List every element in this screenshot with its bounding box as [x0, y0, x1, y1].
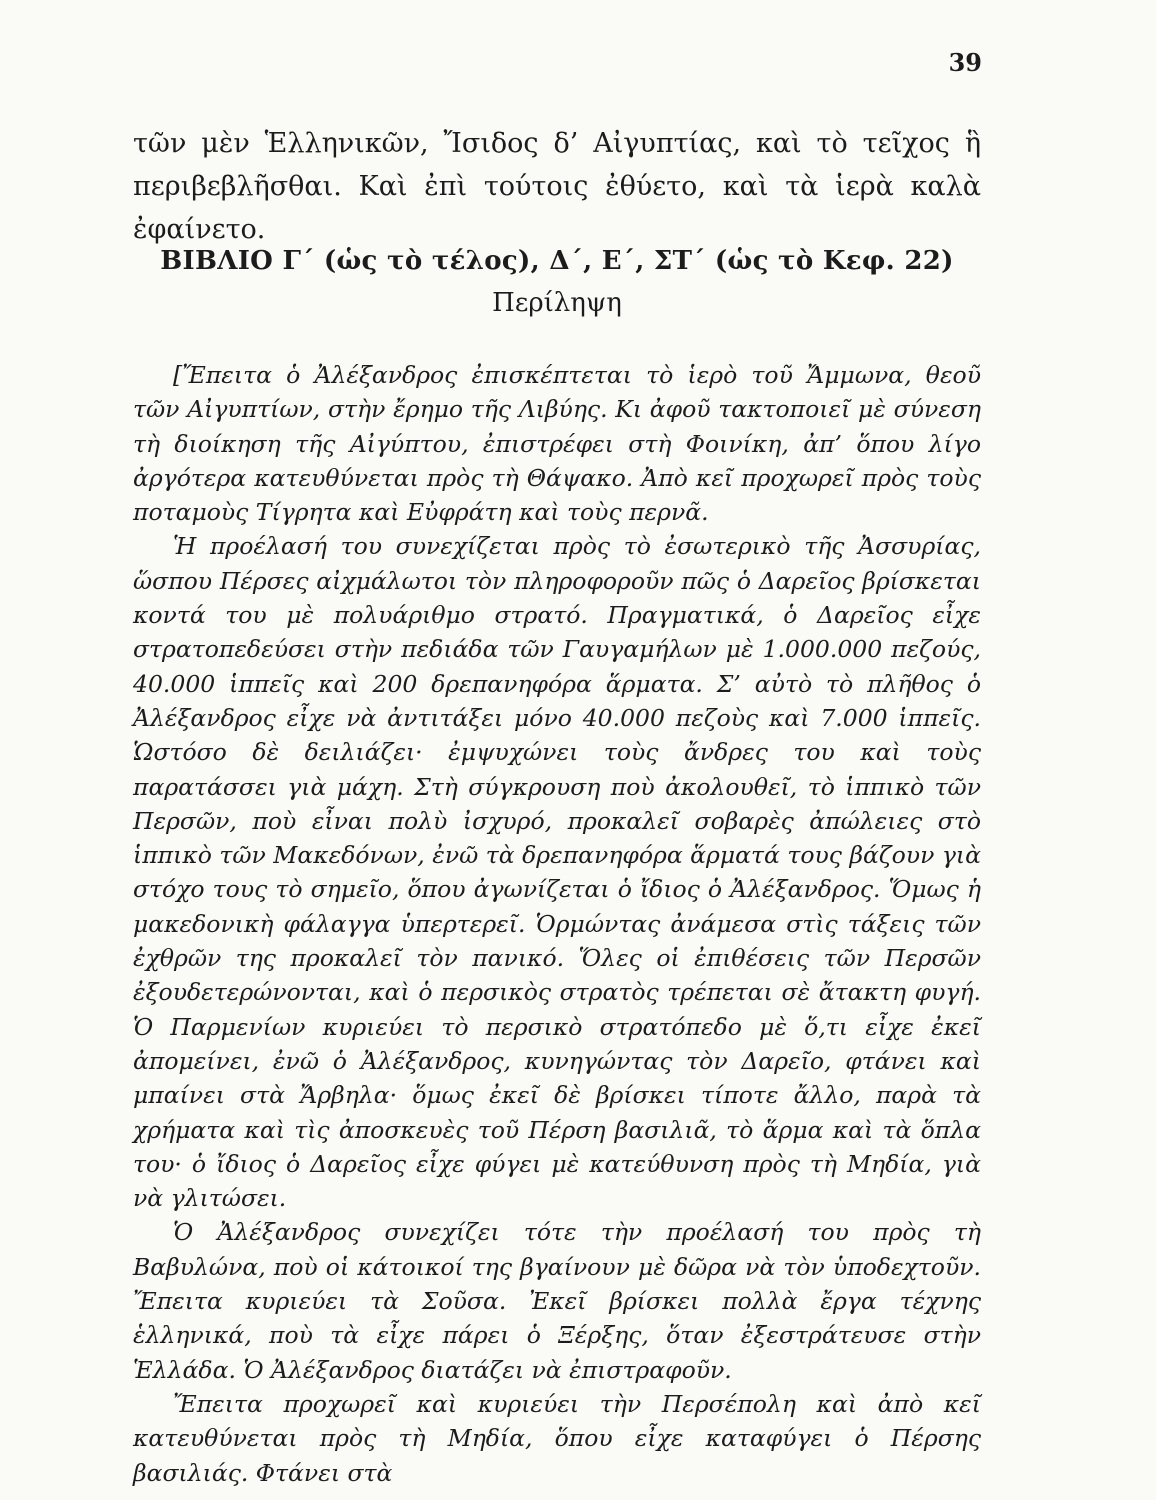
- summary-text: [133, 358, 981, 1490]
- summary-paragraph: Ἡ προέλασή του συνεχίζεται πρὸς τὸ ἐσωτερικὸ τῆς Ἀσσυρίας, ὥσπου Πέρσες αἰχμάλωτοι τὸν πληροφοροῦν πῶς ὁ Δαρεῖος βρίσκεται κοντά του μὲ πολυάριθμο στρατό. Πραγματικά, ὁ Δαρεῖος εἶχε στρατοπεδεύσει στὴν πεδιάδα τῶν Γαυγαμήλων μὲ 1.000.000 πεζούς, 40.000 ἱππεῖς καὶ 200 δρεπανηφόρα ἅρματα. Σ’ αὐτὸ τὸ πλῆθος ὁ Ἀλέξανδρος εἶχε νὰ ἀντιτάξει μόνο 40.000 πεζοὺς καὶ 7.000 ἱππεῖς. Ὡστόσο δὲ δειλιάζει· ἐμψυχώνει τοὺς ἄνδρες του καὶ τοὺς παρατάσσει γιὰ μάχη. Στὴ σύγκρουση ποὺ ἀκολουθεῖ, τὸ ἱππικὸ τῶν Περσῶν, ποὺ εἶναι πολὺ ἰσχυρό, προκαλεῖ σοβαρὲς ἀπώλειες στὸ ἱππικὸ τῶν Μακεδόνων, ἐνῶ τὰ δρεπανηφόρα ἅρματά τους βάζουν γιὰ στόχο τους τὸ σημεῖο, ὅπου ἀγωνίζεται ὁ ἴδιος ὁ Ἀλέξανδρος. Ὅμως ἡ μακεδονικὴ φάλαγγα ὑπερτερεῖ. Ὁρμώντας ἀνάμεσα στὶς τάξεις τῶν ἐχθρῶν της προκαλεῖ τὸν πανικό. Ὅλες οἱ ἐπιθέσεις τῶν Περσῶν ἐξουδετερώνονται, καὶ ὁ περσικὸς στρατὸς τρέπεται σὲ ἄτακτη φυγή. Ὁ Παρμενίων κυριεύει τὸ περσικὸ στρατόπεδο μὲ ὅ,τι εἶχε ἐκεῖ ἀπομείνει, ἐνῶ ὁ Ἀλέξανδρος, κυνηγώντας τὸν Δαρεῖο, φτάνει καὶ μπαίνει στὰ Ἄρβηλα· ὅμως ἐκεῖ δὲ βρίσκει τίποτε ἄλλο, παρὰ τὰ χρήματα καὶ τὶς ἀποσκευὲς τοῦ Πέρση βασιλιᾶ, τὸ ἅρμα καὶ τὰ ὅπλα του· ὁ ἴδιος ὁ Δαρεῖος εἶχε φύγει μὲ κατεύθυνση πρὸς τὴ Μηδία, γιὰ νὰ γλιτώσει.: [133, 532, 981, 1213]
- section-subheading: Περίληψη: [492, 288, 622, 318]
- summary-paragraph: [Ἔπειτα ὁ Ἀλέξανδρος ἐπισκέπτεται τὸ ἱερὸ τοῦ Ἄμμωνα, θεοῦ τῶν Αἰγυπτίων, στὴν ἔρημο τῆς Λιβύης. Κι ἀφοῦ τακτοποιεῖ μὲ σύνεση τὴ διοίκηση τῆς Αἰγύπτου, ἐπιστρέφει στὴ Φοινίκη, ἀπ’ ὅπου λίγο ἀργότερα κατευθύνεται πρὸς τὴ Θάψακο. Ἀπὸ κεῖ προχωρεῖ πρὸς τοὺς ποταμοὺς Τίγρητα καὶ Εὐφράτη καὶ τοὺς περνᾶ.: [133, 361, 981, 527]
- page-number: 39: [948, 48, 982, 77]
- intro-paragraph: τῶν μὲν Ἑλληνικῶν, Ἴσιδος δ’ Αἰγυπτίας, καὶ τὸ τεῖχος ἣ περιβεβλῆσθαι. Καὶ ἐπὶ τούτοις ἐθύετο, καὶ τὰ ἱερὰ καλὰ ἐφαίνετο.: [133, 128, 981, 245]
- section-heading: ΒΙΒΛΙΟ Γ΄ (ὡς τὸ τέλος), Δ΄, Ε΄, ΣΤ΄ (ὡς τὸ Κεφ. 22): [160, 246, 954, 276]
- summary-paragraph: Ἔπειτα προχωρεῖ καὶ κυριεύει τὴν Περσέπολη καὶ ἀπὸ κεῖ κατευθύνεται πρὸς τὴ Μηδία, ὅπου εἶχε καταφύγει ὁ Πέρσης βασιλιάς. Φτάνει στὰ: [133, 1389, 981, 1487]
- summary-paragraph: Ὁ Ἀλέξανδρος συνεχίζει τότε τὴν προέλασή του πρὸς τὴ Βαβυλώνα, ποὺ οἱ κάτοικοί της βγαίνουν μὲ δῶρα νὰ τὸν ὑποδεχτοῦν. Ἔπειτα κυριεύει τὰ Σοῦσα. Ἐκεῖ βρίσκει πολλὰ ἔργα τέχνης ἑλληνικά, ποὺ τὰ εἶχε πάρει ὁ Ξέρξης, ὅταν ἐξεστράτευσε στὴν Ἑλλάδα. Ὁ Ἀλέξανδρος διατάζει νὰ ἐπιστραφοῦν.: [133, 1218, 981, 1384]
- intro-text: [133, 122, 981, 251]
